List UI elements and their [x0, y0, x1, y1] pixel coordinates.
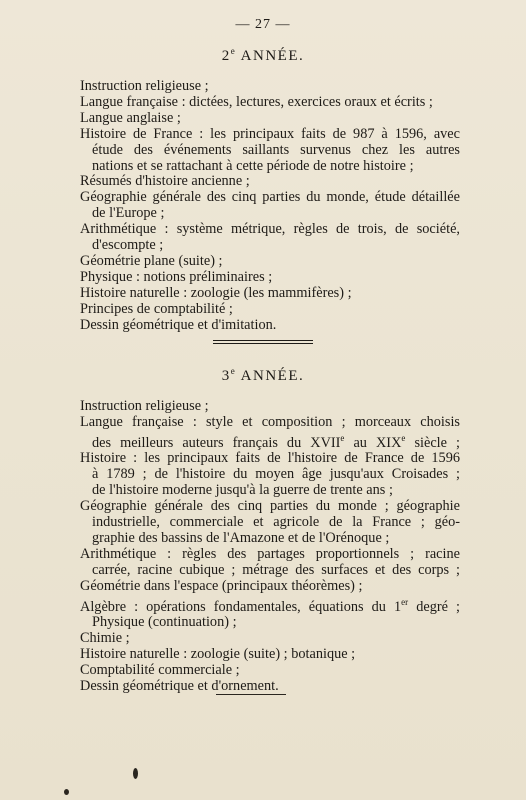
heading-year-3-text: ANNÉE.	[236, 368, 305, 384]
curriculum-line: Géométrie dans l'espace (principaux théorèmes) ;	[80, 577, 363, 594]
curriculum-line: Principes de comptabilité ;	[80, 300, 233, 317]
curriculum-text: degré ;	[408, 598, 460, 615]
curriculum-line: Dessin géométrique et d'ornement.	[80, 677, 279, 694]
curriculum-text: des meilleurs auteurs français du XVII	[92, 434, 341, 451]
curriculum-line: Arithmétique : règles des partages proportionnels ; racine	[80, 545, 460, 562]
curriculum-line: Histoire : les principaux faits de l'histoire de France de 1596	[80, 450, 460, 467]
curriculum-line: de l'histoire moderne jusqu'à la guerre de trente ans ;	[92, 482, 393, 499]
curriculum-line: Géographie générale des cinq parties du monde, étude détaillée	[80, 189, 460, 206]
curriculum-line: à 1789 ; de l'histoire du moyen âge jusqu'aux Croisades ;	[92, 466, 460, 483]
heading-year-2-text: ANNÉE.	[236, 48, 305, 64]
curriculum-line: Comptabilité commerciale ;	[80, 662, 240, 679]
curriculum-line: Géographie générale des cinq parties du monde ; géographie	[80, 498, 460, 515]
curriculum-line: Langue française : style et composition ; morceaux choisis	[80, 413, 460, 430]
superscript: e	[401, 432, 406, 443]
superscript: er	[401, 596, 409, 607]
curriculum-line: Histoire de France : les principaux faits de 987 à 1596, avec	[80, 125, 460, 142]
curriculum-line: graphie des bassins de l'Amazone et de l'Orénoque ;	[92, 530, 390, 547]
curriculum-line: Instruction religieuse ;	[80, 398, 209, 414]
heading-year-3	[0, 366, 526, 385]
curriculum-line: de l'Europe ;	[92, 205, 165, 222]
curriculum-text: au XIX	[344, 434, 402, 451]
curriculum-line: Physique (continuation) ;	[92, 614, 237, 631]
curriculum-line	[80, 431, 460, 452]
curriculum-line: nations et se rattachant à cette période de notre histoire ;	[92, 157, 414, 174]
curriculum-line: Histoire naturelle : zoologie (les mammifères) ;	[80, 284, 352, 301]
page-number: — 27 —	[235, 17, 291, 32]
curriculum-line: Histoire naturelle : zoologie (suite) ; botanique ;	[80, 646, 356, 663]
curriculum-line: étude des événements saillants survenus chez les autres	[92, 141, 460, 158]
section-divider	[213, 340, 313, 344]
curriculum-text: Algèbre : opérations fondamentales, équations du 1	[80, 598, 402, 615]
curriculum-text: siècle ;	[405, 434, 460, 451]
curriculum-year-2	[80, 79, 460, 334]
curriculum-line: Dessin géométrique et d'imitation.	[80, 316, 277, 333]
curriculum-line: Physique : notions préliminaires ;	[80, 268, 273, 285]
heading-year-3-number: 3	[221, 368, 231, 384]
heading-year-3-sup: e	[230, 366, 237, 376]
curriculum-line: Langue française : dictées, lectures, exercices oraux et écrits ;	[80, 93, 433, 110]
ink-blot	[64, 789, 69, 795]
heading-year-2	[0, 46, 526, 65]
curriculum-line: Chimie ;	[80, 630, 130, 647]
ink-blot	[133, 768, 138, 779]
curriculum-line: Géométrie plane (suite) ;	[80, 252, 223, 269]
heading-year-2-number: 2	[221, 48, 231, 64]
heading-year-2-sup: e	[230, 46, 237, 56]
superscript: e	[340, 432, 345, 443]
curriculum-line: d'escompte ;	[92, 237, 164, 254]
curriculum-line: Résumés d'histoire ancienne ;	[80, 173, 250, 190]
curriculum-line: Langue anglaise ;	[80, 109, 181, 126]
curriculum-line: Instruction religieuse ;	[80, 78, 209, 94]
curriculum-line: carrée, racine cubique ; métrage des surfaces et des corps ;	[92, 561, 460, 578]
curriculum-year-3	[80, 399, 460, 695]
curriculum-line	[80, 595, 460, 616]
curriculum-line: Arithmétique : système métrique, règles de trois, de société,	[80, 221, 460, 238]
curriculum-line: industrielle, commerciale et agricole de la France ; géo-	[92, 514, 460, 531]
end-rule	[216, 694, 286, 695]
